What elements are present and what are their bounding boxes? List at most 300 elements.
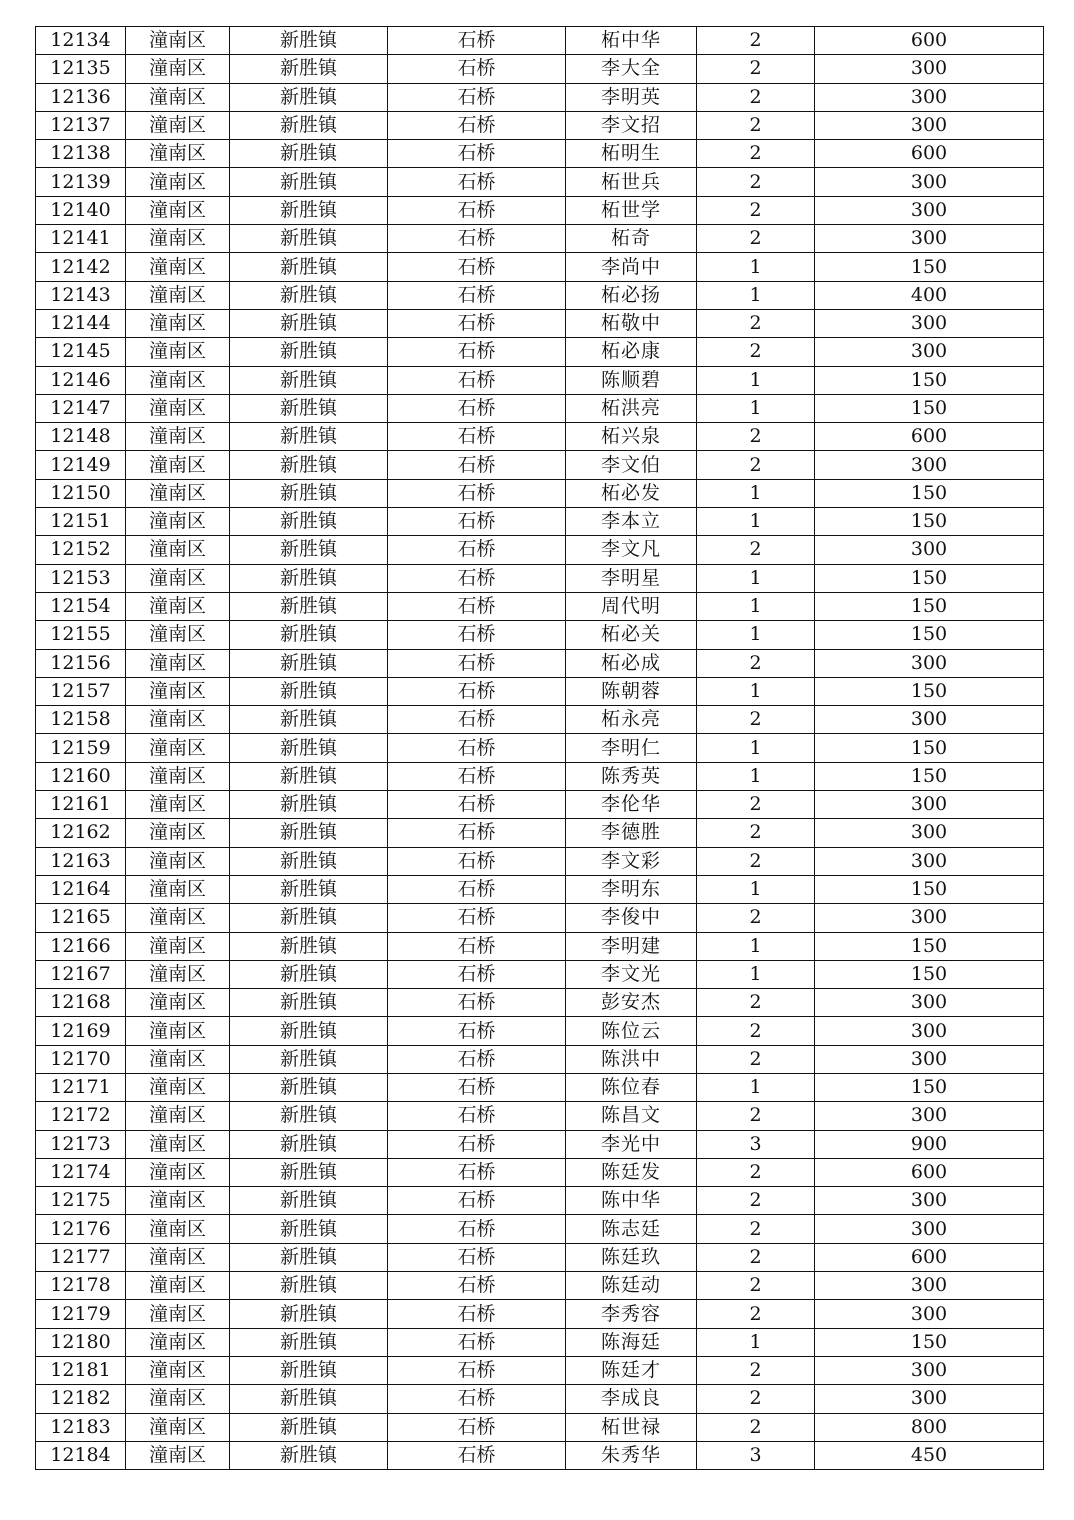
town-cell: 新胜镇 [230,847,388,875]
count-cell: 2 [697,1272,815,1300]
serial-number-cell: 12175 [36,1187,126,1215]
serial-number-cell: 12152 [36,536,126,564]
town-cell: 新胜镇 [230,1102,388,1130]
count-cell: 1 [697,932,815,960]
town-cell: 新胜镇 [230,27,388,55]
district-cell: 潼南区 [126,168,230,196]
district-cell: 潼南区 [126,1272,230,1300]
village-cell: 石桥 [388,394,566,422]
table-row [36,1300,1044,1328]
village-cell: 石桥 [388,1272,566,1300]
name-cell: 李大全 [566,55,697,83]
name-cell: 柘世学 [566,196,697,224]
table-row [36,366,1044,394]
table-row [36,904,1044,932]
table-row [36,1073,1044,1101]
amount-cell: 150 [815,1073,1044,1101]
name-cell: 陈洪中 [566,1045,697,1073]
table-row [36,1328,1044,1356]
village-cell: 石桥 [388,677,566,705]
count-cell: 2 [697,1356,815,1384]
village-cell: 石桥 [388,706,566,734]
amount-cell: 300 [815,536,1044,564]
amount-cell: 800 [815,1413,1044,1441]
name-cell: 柘敬中 [566,309,697,337]
district-cell: 潼南区 [126,1017,230,1045]
district-cell: 潼南区 [126,989,230,1017]
district-cell: 潼南区 [126,677,230,705]
serial-number-cell: 12138 [36,140,126,168]
village-cell: 石桥 [388,479,566,507]
name-cell: 李文彩 [566,847,697,875]
name-cell: 柘永亮 [566,706,697,734]
village-cell: 石桥 [388,1300,566,1328]
amount-cell: 300 [815,196,1044,224]
town-cell: 新胜镇 [230,479,388,507]
village-cell: 石桥 [388,932,566,960]
village-cell: 石桥 [388,83,566,111]
amount-cell: 900 [815,1130,1044,1158]
table-body [36,27,1044,1470]
district-cell: 潼南区 [126,904,230,932]
count-cell: 2 [697,196,815,224]
village-cell: 石桥 [388,536,566,564]
village-cell: 石桥 [388,168,566,196]
village-cell: 石桥 [388,1243,566,1271]
village-cell: 石桥 [388,791,566,819]
village-cell: 石桥 [388,1130,566,1158]
data-table [35,26,1044,1470]
count-cell: 2 [697,1187,815,1215]
district-cell: 潼南区 [126,847,230,875]
table-row [36,621,1044,649]
town-cell: 新胜镇 [230,875,388,903]
village-cell: 石桥 [388,1017,566,1045]
district-cell: 潼南区 [126,932,230,960]
count-cell: 2 [697,1045,815,1073]
count-cell: 2 [697,168,815,196]
town-cell: 新胜镇 [230,706,388,734]
table-row [36,338,1044,366]
village-cell: 石桥 [388,621,566,649]
amount-cell: 450 [815,1441,1044,1469]
amount-cell: 150 [815,592,1044,620]
town-cell: 新胜镇 [230,1300,388,1328]
town-cell: 新胜镇 [230,55,388,83]
serial-number-cell: 12149 [36,451,126,479]
town-cell: 新胜镇 [230,1130,388,1158]
count-cell: 2 [697,423,815,451]
count-cell: 2 [697,451,815,479]
amount-cell: 300 [815,847,1044,875]
table-row [36,706,1044,734]
district-cell: 潼南区 [126,253,230,281]
village-cell: 石桥 [388,1328,566,1356]
table-row [36,508,1044,536]
village-cell: 石桥 [388,649,566,677]
serial-number-cell: 12142 [36,253,126,281]
district-cell: 潼南区 [126,394,230,422]
village-cell: 石桥 [388,847,566,875]
count-cell: 1 [697,564,815,592]
count-cell: 3 [697,1441,815,1469]
name-cell: 陈位春 [566,1073,697,1101]
village-cell: 石桥 [388,762,566,790]
serial-number-cell: 12177 [36,1243,126,1271]
count-cell: 2 [697,706,815,734]
table-row [36,932,1044,960]
district-cell: 潼南区 [126,1356,230,1384]
table-row [36,1102,1044,1130]
name-cell: 柘必关 [566,621,697,649]
serial-number-cell: 12176 [36,1215,126,1243]
table-row [36,423,1044,451]
table-row [36,1413,1044,1441]
district-cell: 潼南区 [126,479,230,507]
district-cell: 潼南区 [126,1328,230,1356]
town-cell: 新胜镇 [230,111,388,139]
name-cell: 李德胜 [566,819,697,847]
serial-number-cell: 12164 [36,875,126,903]
town-cell: 新胜镇 [230,734,388,762]
town-cell: 新胜镇 [230,1187,388,1215]
name-cell: 柘奇 [566,225,697,253]
village-cell: 石桥 [388,281,566,309]
count-cell: 2 [697,1300,815,1328]
table-row [36,140,1044,168]
town-cell: 新胜镇 [230,1413,388,1441]
village-cell: 石桥 [388,1441,566,1469]
table-row [36,1017,1044,1045]
town-cell: 新胜镇 [230,1328,388,1356]
name-cell: 柘洪亮 [566,394,697,422]
count-cell: 1 [697,734,815,762]
table-row [36,83,1044,111]
town-cell: 新胜镇 [230,762,388,790]
amount-cell: 600 [815,140,1044,168]
table-row [36,960,1044,988]
table-row [36,1272,1044,1300]
town-cell: 新胜镇 [230,1243,388,1271]
count-cell: 1 [697,677,815,705]
name-cell: 柘必发 [566,479,697,507]
town-cell: 新胜镇 [230,281,388,309]
amount-cell: 300 [815,1356,1044,1384]
table-row [36,592,1044,620]
district-cell: 潼南区 [126,225,230,253]
table-row [36,27,1044,55]
district-cell: 潼南区 [126,111,230,139]
name-cell: 李明英 [566,83,697,111]
amount-cell: 150 [815,677,1044,705]
village-cell: 石桥 [388,1073,566,1101]
name-cell: 柘世禄 [566,1413,697,1441]
town-cell: 新胜镇 [230,1441,388,1469]
name-cell: 李文凡 [566,536,697,564]
district-cell: 潼南区 [126,140,230,168]
village-cell: 石桥 [388,564,566,592]
amount-cell: 300 [815,1385,1044,1413]
name-cell: 李明东 [566,875,697,903]
amount-cell: 300 [815,111,1044,139]
name-cell: 陈中华 [566,1187,697,1215]
district-cell: 潼南区 [126,1073,230,1101]
district-cell: 潼南区 [126,649,230,677]
village-cell: 石桥 [388,904,566,932]
table-row [36,847,1044,875]
town-cell: 新胜镇 [230,423,388,451]
count-cell: 1 [697,253,815,281]
table-row [36,791,1044,819]
village-cell: 石桥 [388,451,566,479]
amount-cell: 150 [815,960,1044,988]
town-cell: 新胜镇 [230,1215,388,1243]
amount-cell: 300 [815,706,1044,734]
district-cell: 潼南区 [126,564,230,592]
table-row [36,309,1044,337]
count-cell: 2 [697,111,815,139]
amount-cell: 300 [815,338,1044,366]
serial-number-cell: 12143 [36,281,126,309]
town-cell: 新胜镇 [230,536,388,564]
count-cell: 1 [697,762,815,790]
village-cell: 石桥 [388,1413,566,1441]
table-row [36,111,1044,139]
amount-cell: 150 [815,564,1044,592]
name-cell: 李伦华 [566,791,697,819]
serial-number-cell: 12165 [36,904,126,932]
town-cell: 新胜镇 [230,1158,388,1186]
district-cell: 潼南区 [126,451,230,479]
count-cell: 2 [697,1215,815,1243]
amount-cell: 300 [815,451,1044,479]
amount-cell: 150 [815,253,1044,281]
district-cell: 潼南区 [126,309,230,337]
district-cell: 潼南区 [126,706,230,734]
name-cell: 陈朝蓉 [566,677,697,705]
amount-cell: 300 [815,791,1044,819]
amount-cell: 600 [815,1243,1044,1271]
amount-cell: 300 [815,1045,1044,1073]
amount-cell: 300 [815,225,1044,253]
town-cell: 新胜镇 [230,508,388,536]
amount-cell: 400 [815,281,1044,309]
district-cell: 潼南区 [126,875,230,903]
district-cell: 潼南区 [126,83,230,111]
town-cell: 新胜镇 [230,394,388,422]
village-cell: 石桥 [388,1356,566,1384]
village-cell: 石桥 [388,1102,566,1130]
village-cell: 石桥 [388,1187,566,1215]
village-cell: 石桥 [388,1158,566,1186]
count-cell: 2 [697,140,815,168]
village-cell: 石桥 [388,111,566,139]
count-cell: 1 [697,960,815,988]
count-cell: 2 [697,989,815,1017]
amount-cell: 600 [815,423,1044,451]
district-cell: 潼南区 [126,55,230,83]
district-cell: 潼南区 [126,762,230,790]
count-cell: 1 [697,508,815,536]
serial-number-cell: 12154 [36,592,126,620]
town-cell: 新胜镇 [230,989,388,1017]
district-cell: 潼南区 [126,819,230,847]
serial-number-cell: 12172 [36,1102,126,1130]
table-row [36,168,1044,196]
count-cell: 2 [697,1158,815,1186]
district-cell: 潼南区 [126,1102,230,1130]
village-cell: 石桥 [388,592,566,620]
serial-number-cell: 12167 [36,960,126,988]
town-cell: 新胜镇 [230,960,388,988]
serial-number-cell: 12151 [36,508,126,536]
table-row [36,1158,1044,1186]
count-cell: 1 [697,394,815,422]
district-cell: 潼南区 [126,1413,230,1441]
name-cell: 周代明 [566,592,697,620]
amount-cell: 300 [815,819,1044,847]
name-cell: 陈昌文 [566,1102,697,1130]
village-cell: 石桥 [388,253,566,281]
amount-cell: 300 [815,1300,1044,1328]
amount-cell: 150 [815,734,1044,762]
town-cell: 新胜镇 [230,1272,388,1300]
village-cell: 石桥 [388,140,566,168]
table-row [36,55,1044,83]
table-row [36,989,1044,1017]
name-cell: 李明建 [566,932,697,960]
count-cell: 2 [697,536,815,564]
amount-cell: 150 [815,762,1044,790]
serial-number-cell: 12159 [36,734,126,762]
name-cell: 彭安杰 [566,989,697,1017]
amount-cell: 300 [815,1272,1044,1300]
town-cell: 新胜镇 [230,451,388,479]
town-cell: 新胜镇 [230,1045,388,1073]
serial-number-cell: 12173 [36,1130,126,1158]
serial-number-cell: 12179 [36,1300,126,1328]
town-cell: 新胜镇 [230,309,388,337]
table-row [36,1045,1044,1073]
name-cell: 李尚中 [566,253,697,281]
amount-cell: 300 [815,83,1044,111]
serial-number-cell: 12168 [36,989,126,1017]
amount-cell: 300 [815,904,1044,932]
serial-number-cell: 12157 [36,677,126,705]
serial-number-cell: 12155 [36,621,126,649]
serial-number-cell: 12156 [36,649,126,677]
amount-cell: 300 [815,309,1044,337]
district-cell: 潼南区 [126,338,230,366]
village-cell: 石桥 [388,196,566,224]
count-cell: 2 [697,225,815,253]
district-cell: 潼南区 [126,734,230,762]
name-cell: 李文光 [566,960,697,988]
district-cell: 潼南区 [126,423,230,451]
amount-cell: 300 [815,1017,1044,1045]
name-cell: 陈廷玖 [566,1243,697,1271]
count-cell: 2 [697,83,815,111]
district-cell: 潼南区 [126,592,230,620]
town-cell: 新胜镇 [230,621,388,649]
amount-cell: 150 [815,394,1044,422]
name-cell: 李明星 [566,564,697,592]
district-cell: 潼南区 [126,960,230,988]
town-cell: 新胜镇 [230,196,388,224]
name-cell: 朱秀华 [566,1441,697,1469]
name-cell: 李俊中 [566,904,697,932]
serial-number-cell: 12150 [36,479,126,507]
serial-number-cell: 12144 [36,309,126,337]
serial-number-cell: 12161 [36,791,126,819]
table-row [36,225,1044,253]
serial-number-cell: 12160 [36,762,126,790]
table-row [36,564,1044,592]
table-row [36,875,1044,903]
amount-cell: 150 [815,479,1044,507]
amount-cell: 300 [815,168,1044,196]
serial-number-cell: 12153 [36,564,126,592]
count-cell: 1 [697,366,815,394]
village-cell: 石桥 [388,875,566,903]
town-cell: 新胜镇 [230,83,388,111]
village-cell: 石桥 [388,960,566,988]
count-cell: 1 [697,479,815,507]
serial-number-cell: 12145 [36,338,126,366]
district-cell: 潼南区 [126,791,230,819]
district-cell: 潼南区 [126,281,230,309]
serial-number-cell: 12147 [36,394,126,422]
district-cell: 潼南区 [126,621,230,649]
district-cell: 潼南区 [126,1300,230,1328]
serial-number-cell: 12163 [36,847,126,875]
count-cell: 1 [697,875,815,903]
name-cell: 陈海廷 [566,1328,697,1356]
serial-number-cell: 12148 [36,423,126,451]
town-cell: 新胜镇 [230,338,388,366]
table-row [36,762,1044,790]
serial-number-cell: 12158 [36,706,126,734]
amount-cell: 150 [815,621,1044,649]
count-cell: 2 [697,1413,815,1441]
village-cell: 石桥 [388,423,566,451]
name-cell: 柘必扬 [566,281,697,309]
name-cell: 陈志廷 [566,1215,697,1243]
district-cell: 潼南区 [126,1130,230,1158]
amount-cell: 150 [815,508,1044,536]
district-cell: 潼南区 [126,1243,230,1271]
count-cell: 2 [697,55,815,83]
count-cell: 3 [697,1130,815,1158]
name-cell: 李光中 [566,1130,697,1158]
district-cell: 潼南区 [126,27,230,55]
name-cell: 陈秀英 [566,762,697,790]
table-row [36,1187,1044,1215]
count-cell: 2 [697,1243,815,1271]
town-cell: 新胜镇 [230,819,388,847]
count-cell: 2 [697,819,815,847]
name-cell: 柘兴泉 [566,423,697,451]
serial-number-cell: 12174 [36,1158,126,1186]
serial-number-cell: 12182 [36,1385,126,1413]
table-row [36,677,1044,705]
serial-number-cell: 12178 [36,1272,126,1300]
count-cell: 2 [697,27,815,55]
village-cell: 石桥 [388,1385,566,1413]
amount-cell: 300 [815,1102,1044,1130]
amount-cell: 600 [815,27,1044,55]
name-cell: 柘中华 [566,27,697,55]
